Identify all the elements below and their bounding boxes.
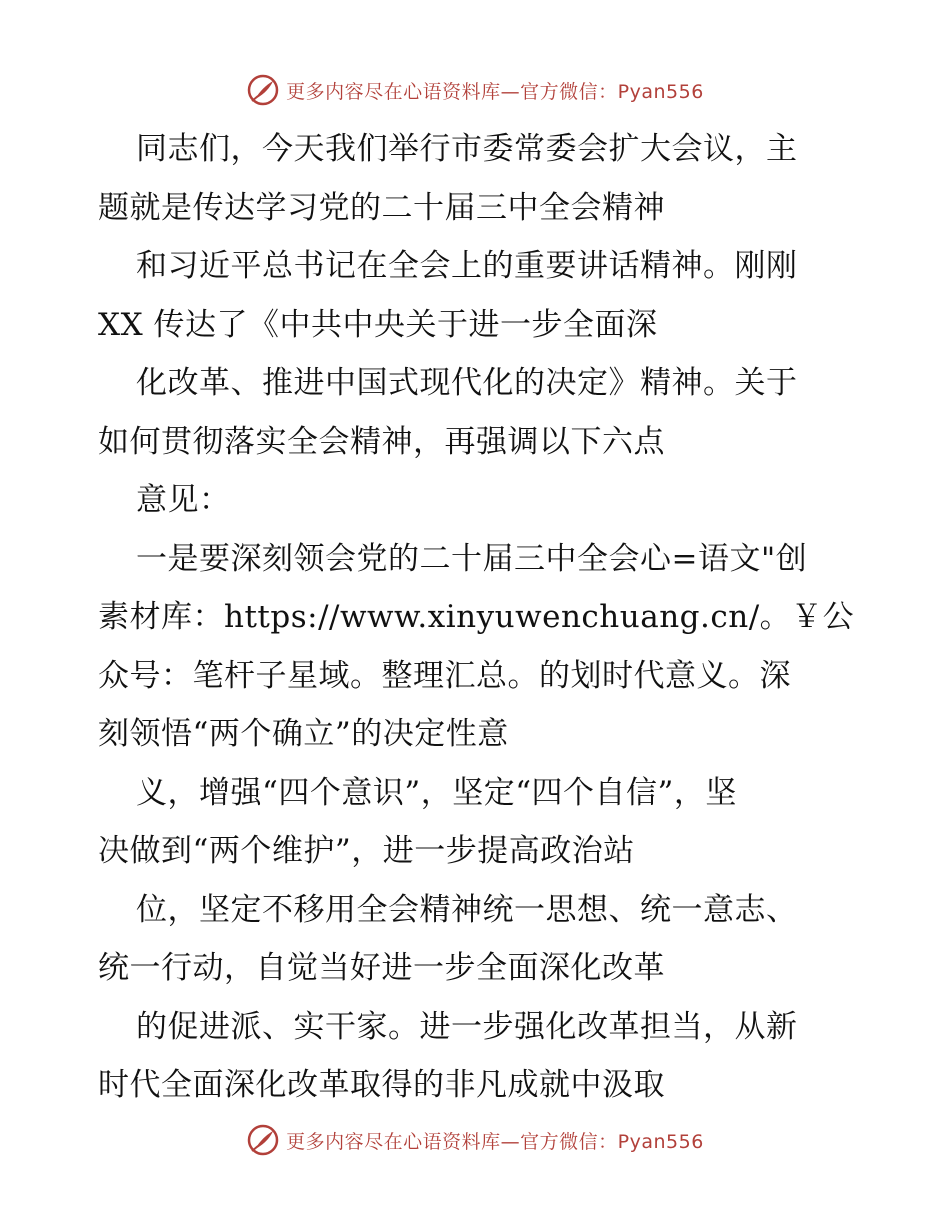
text-line: 众号：笔杆子星域。整理汇总。的划时代意义。深 (98, 657, 791, 694)
text-line: 位，坚定不移用全会精神统一思想、统一意志、 (136, 891, 798, 928)
paragraph (98, 354, 858, 471)
text-line: 一是要深刻领会党的二十届三中全会心=语文"创 (136, 540, 808, 577)
header-watermark (0, 70, 950, 110)
text-line: 刻领悟“两个确立”的决定性意 (98, 716, 509, 752)
text-line: 和习近平总书记在全会上的重要讲话精神。刚刚 (136, 248, 798, 284)
watermark-text: 更多内容尽在心语资料库—官方微信：Pyan556 (286, 1130, 704, 1153)
paragraph (98, 530, 858, 764)
watermark-text: 更多内容尽在心语资料库—官方微信：Pyan556 (286, 80, 704, 103)
text-line: 的促进派、实干家。进一步强化改革担当，从新 (136, 1008, 798, 1045)
text-line: 题就是传达学习党的二十届三中全会精神 (98, 189, 665, 226)
text-line: 意见： (136, 482, 231, 518)
text-line: 时代全面深化改革取得的非凡成就中汲取 (98, 1067, 665, 1103)
text-line: XX 传达了《中共中央关于进一步全面深 (98, 306, 658, 343)
text-line: 义，增强“四个意识”，坚定“四个自信”，坚 (136, 774, 737, 811)
text-line: 同志们，今天我们举行市委常委会扩大会议，主 (136, 131, 798, 167)
feather-pen-logo-icon (246, 73, 280, 107)
paragraph (98, 881, 858, 998)
paragraph (98, 764, 858, 881)
document-body (98, 120, 858, 1115)
paragraph (98, 998, 858, 1115)
paragraph (98, 120, 858, 237)
paragraph (98, 237, 858, 354)
text-line: 化改革、推进中国式现代化的决定》精神。关于 (136, 365, 798, 401)
feather-pen-logo-icon (246, 1123, 280, 1157)
text-line: 如何贯彻落实全会精神，再强调以下六点 (98, 423, 665, 460)
text-line: 素材库：https://www.xinyuwenchuang.cn/。￥公 (98, 599, 855, 635)
footer-watermark (0, 1120, 950, 1160)
paragraph (98, 471, 858, 530)
text-line: 统一行动，自觉当好进一步全面深化改革 (98, 950, 665, 986)
text-line: 决做到“两个维护”，进一步提高政治站 (98, 833, 635, 869)
